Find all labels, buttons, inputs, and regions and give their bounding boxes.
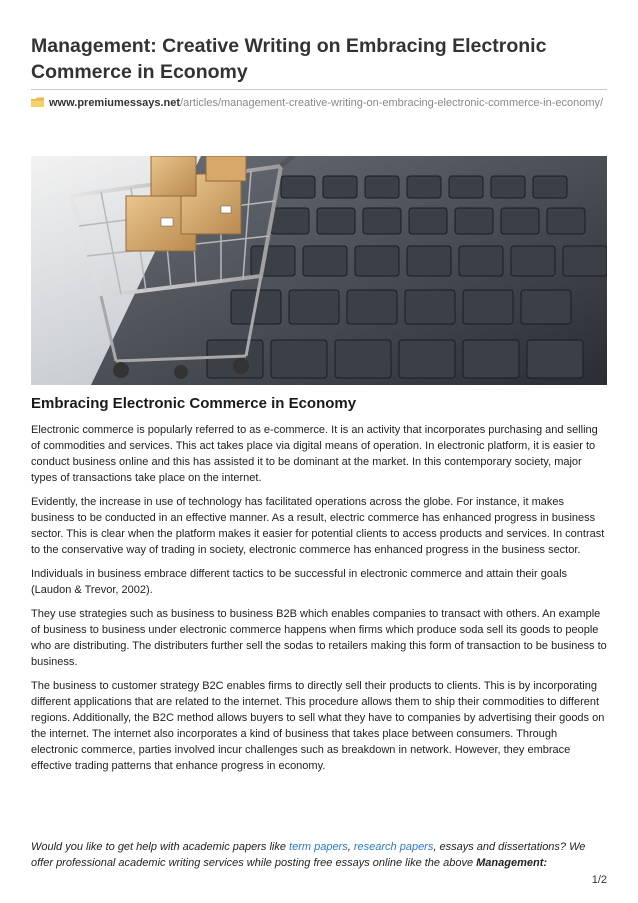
shopping-cart-laptop-illustration: [31, 156, 607, 385]
hero-image: [31, 156, 607, 385]
footer-separator: ,: [347, 841, 354, 853]
paragraph: Electronic commerce is popularly referred to as e-commerce. It is an activity that incorporates purchasing and selling of commodities and services. This act takes place via digital means of operation. In electronic platform, it is easier to conduct business online and this has assisted it to be dominant at the market. In this contemporary society, major types of transactions take place on the internet.: [31, 424, 598, 484]
page-number: 1/2: [591, 874, 607, 886]
footer-bold-title: Management:: [476, 857, 548, 869]
article-body: [31, 422, 607, 782]
paragraph: Individuals in business embrace different tactics to be successful in electronic commerce and attain their goals (Laudon & Trevor, 2002).: [31, 568, 568, 596]
source-link[interactable]: [49, 97, 603, 109]
section-heading: Embracing Electronic Commerce in Economy: [31, 395, 357, 412]
paragraph: The business to customer strategy B2C enables firms to directly sell their products to clients. This is by incorporating different applications that are related to the internet. This procedure allows them to ship their commodities to different regions. Additionally, the B2C method allows buyers to sell what they have to companies by advertising their goods on the internet. The internet also incorporates a kind of business that takes place between consumers. Through electronic commerce, parties involved incur challenges such as breakdown in network. However, they embrace effective trading patterns that enhance progress in economy.: [31, 680, 605, 772]
term-papers-link[interactable]: term papers: [289, 841, 348, 853]
footer-text: , essays and dissertations? We offer professional academic writing services while posting free essays online like the above: [31, 841, 586, 869]
page-title: Management: Creative Writing on Embracing Electronic Commerce in Economy: [31, 35, 547, 83]
source-line: [31, 96, 607, 113]
promo-footer: [31, 839, 607, 871]
research-papers-link[interactable]: research papers: [353, 841, 434, 853]
source-domain: www.premiumessays.net: [49, 97, 181, 109]
title-divider: [31, 89, 607, 90]
footer-text: Would you like to get help with academic papers like: [31, 841, 290, 853]
paragraph: Evidently, the increase in use of technology has facilitated operations across the globe. For instance, it makes business to be conducted in an effective manner. As a result, electric commerce has enhanced progress in business sector. This is clear when the platform makes it easier for potential clients to access products and services. In contrast to the conservative way of trading in society, electronic commerce has enhanced progress in the business sector.: [31, 496, 605, 556]
source-path: /articles/management-creative-writing-on-embracing-electronic-commerce-in-economy/: [180, 97, 604, 109]
paragraph: They use strategies such as business to business B2B which enables companies to transact with others. An example of business to business under electronic commerce happens when firms which produce soda sell its goods to people who are distributing. The distributers further sell the sodas to retailers making this form of transaction to be business to business.: [31, 608, 607, 668]
folder-icon: [31, 97, 45, 113]
